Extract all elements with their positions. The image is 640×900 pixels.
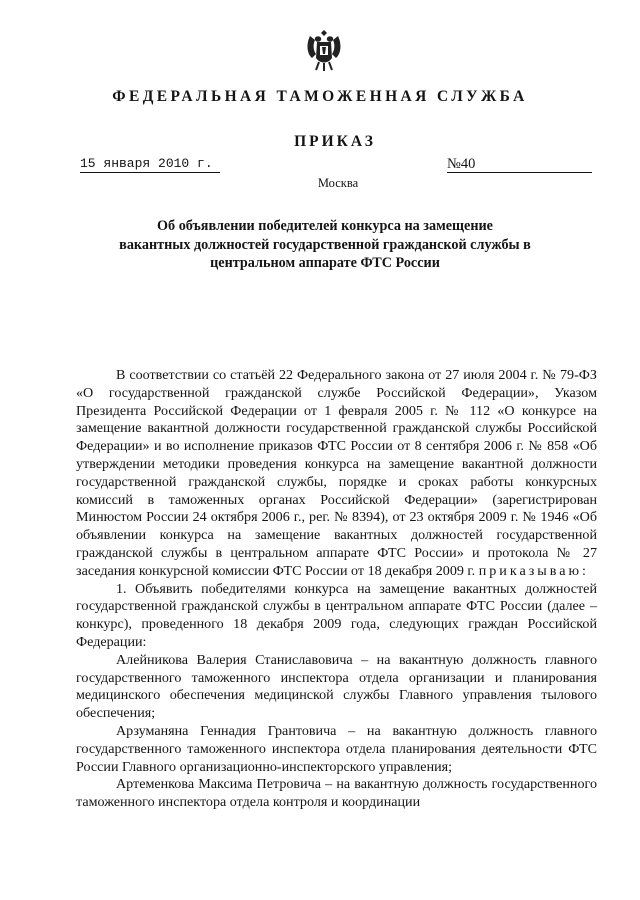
order-date: 15 января 2010 г. (80, 156, 213, 171)
subject-line: Об объявлении победителей конкурса на замещение (157, 218, 493, 234)
winner-paragraph: Артеменкова Максима Петровича – на вакантную должность государственного таможенного инспектора отдела контроля и координации (76, 776, 597, 811)
coat-of-arms-icon (304, 24, 344, 74)
subject-line: центральном аппарате ФТС России (210, 255, 440, 271)
preamble-text: В соответствии со статьёй 22 Федерального закона от 27 июля 2004 г. № 79-ФЗ «О государственной гражданской службе Российской Федерации», Указом Президента Российской Федерации от 1 февраля 2005 г. № 112 «О конкурсе на замещение вакантной должности государственной гражданской службы Российской Федерации» и во исполнение приказов ФТС России от 8 сентября 2006 г. № 858 «Об утверждении методики проведения конкурса на замещение вакантной должности государственной гражданской службы, порядке и сроках работы конкурсных комиссий в таможенных органах Российской Федерации» (зарегистрирован Минюстом России 24 октября 2006 г., рег. № 8394), от 23 октября 2009 г. № 1946 «Об объявлении конкурса на замещение вакантных должностей государственной гражданской службы в центральном аппарате ФТС России» и протокола № 27 заседания конкурсной комиссии ФТС России от 18 декабря 2009 г. (76, 367, 597, 579)
order-number: №40 (447, 156, 476, 172)
order-verb: приказываю: (478, 562, 589, 579)
subject-line: вакантных должностей государственной гражданской службы в (119, 236, 531, 253)
city: Москва (317, 176, 359, 190)
agency-name: ФЕДЕРАЛЬНАЯ ТАМОЖЕННАЯ СЛУЖБА (112, 88, 528, 105)
order-subject (90, 217, 560, 273)
item-1-paragraph: 1. Объявить победителями конкурса на замещение вакантных должностей государственной гражданской службы в центральном аппарате ФТС России (далее – конкурс), проведенного 18 декабря 2009 года, следующих граждан Российской Федерации: (76, 580, 597, 650)
document-title: ПРИКАЗ (294, 133, 376, 150)
winner-paragraph: Арзуманяна Геннадия Грантовича – на вакантную должность главного государственного таможенного инспектора отдела планирования деятельности ФТС России Главного организационно-инспекторского управления; (76, 722, 597, 775)
order-body (76, 367, 597, 812)
number-field (447, 156, 592, 173)
preamble-paragraph (76, 367, 597, 581)
date-field (80, 156, 220, 173)
winner-paragraph: Алейникова Валерия Станиславовича – на вакантную должность главного государственного таможенного инспектора отдела организации и планирования медицинского обеспечения медицинской службы Главного управления тылового обеспечения; (76, 651, 597, 722)
